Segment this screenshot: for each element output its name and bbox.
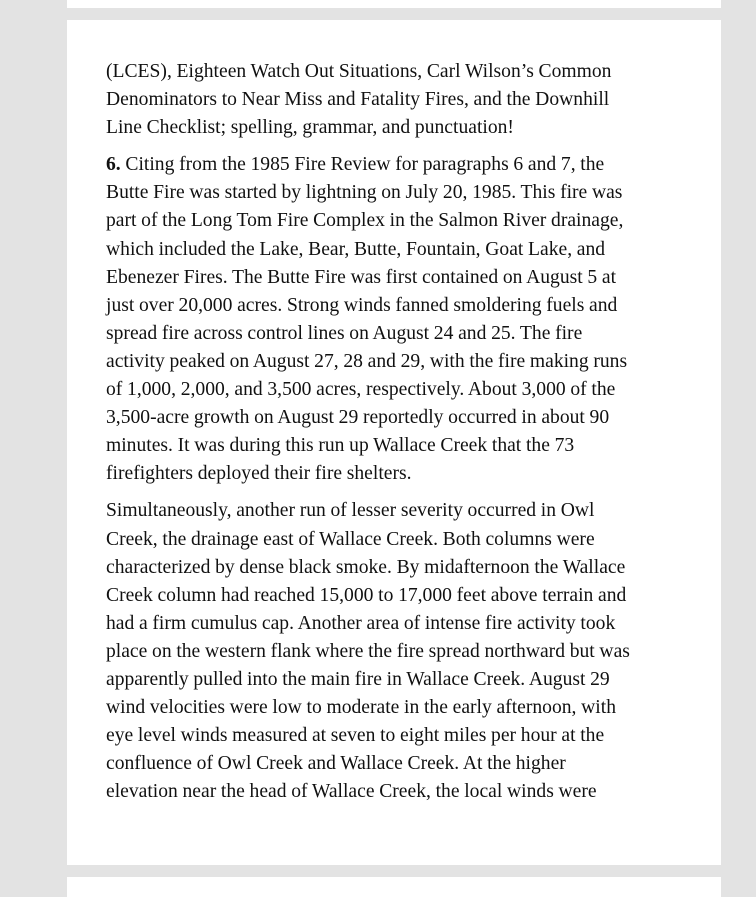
text-line: 3,500-acre growth on August 29 reportedly occurred in about 90 — [106, 407, 610, 429]
text-line — [106, 151, 686, 179]
text-line: characterized by dense black smoke. By midafternoon the Wallace — [106, 556, 626, 578]
paragraph-number: 6. — [106, 154, 121, 176]
previous-page-edge — [67, 0, 721, 8]
text-line: activity peaked on August 27, 28 and 29, with the fire making runs — [106, 350, 628, 372]
paragraph-continuation — [106, 58, 686, 142]
text-line: Denominators to Near Miss and Fatality Fires, and the Downhill — [106, 89, 610, 111]
text-line: Creek column had reached 15,000 to 17,000 feet above terrain and — [106, 584, 627, 606]
next-page-edge — [67, 877, 721, 897]
page-text-body — [106, 58, 686, 806]
text-line: firefighters deployed their fire shelters. — [106, 463, 412, 485]
text-line: Butte Fire was started by lightning on July 20, 1985. This fire was — [106, 182, 623, 204]
text-line: had a firm cumulus cap. Another area of intense fire activity took — [106, 612, 616, 634]
text-line: elevation near the head of Wallace Creek, the local winds were — [106, 781, 597, 803]
text-line: spread fire across control lines on August 24 and 25. The fire — [106, 322, 583, 344]
text-line: eye level winds measured at seven to eight miles per hour at the — [106, 725, 605, 747]
text-line: Ebenezer Fires. The Butte Fire was first contained on August 5 at — [106, 266, 617, 288]
document-page — [67, 20, 721, 865]
text-line-rest: Citing from the 1985 Fire Review for paragraphs 6 and 7, the — [120, 154, 605, 176]
text-line: Creek, the drainage east of Wallace Creek. Both columns were — [106, 528, 595, 550]
text-line: minutes. It was during this run up Wallace Creek that the 73 — [106, 435, 575, 457]
text-line: part of the Long Tom Fire Complex in the Salmon River drainage, — [106, 210, 624, 232]
text-line: just over 20,000 acres. Strong winds fanned smoldering fuels and — [106, 294, 618, 316]
text-line: which included the Lake, Bear, Butte, Fountain, Goat Lake, and — [106, 238, 606, 260]
text-line: Line Checklist; spelling, grammar, and punctuation! — [106, 117, 514, 139]
text-line: place on the western flank where the fire spread northward but was — [106, 640, 630, 662]
text-line: (LCES), Eighteen Watch Out Situations, Carl Wilson’s Common — [106, 61, 612, 82]
text-line: of 1,000, 2,000, and 3,500 acres, respectively. About 3,000 of the — [106, 379, 616, 401]
paragraph-6 — [106, 151, 686, 488]
text-line: apparently pulled into the main fire in Wallace Creek. August 29 — [106, 668, 610, 690]
text-line: confluence of Owl Creek and Wallace Creek. At the higher — [106, 753, 566, 775]
text-line: wind velocities were low to moderate in the early afternoon, with — [106, 697, 616, 719]
paragraph-7 — [106, 497, 686, 806]
text-line: Simultaneously, another run of lesser severity occurred in Owl — [106, 500, 595, 522]
